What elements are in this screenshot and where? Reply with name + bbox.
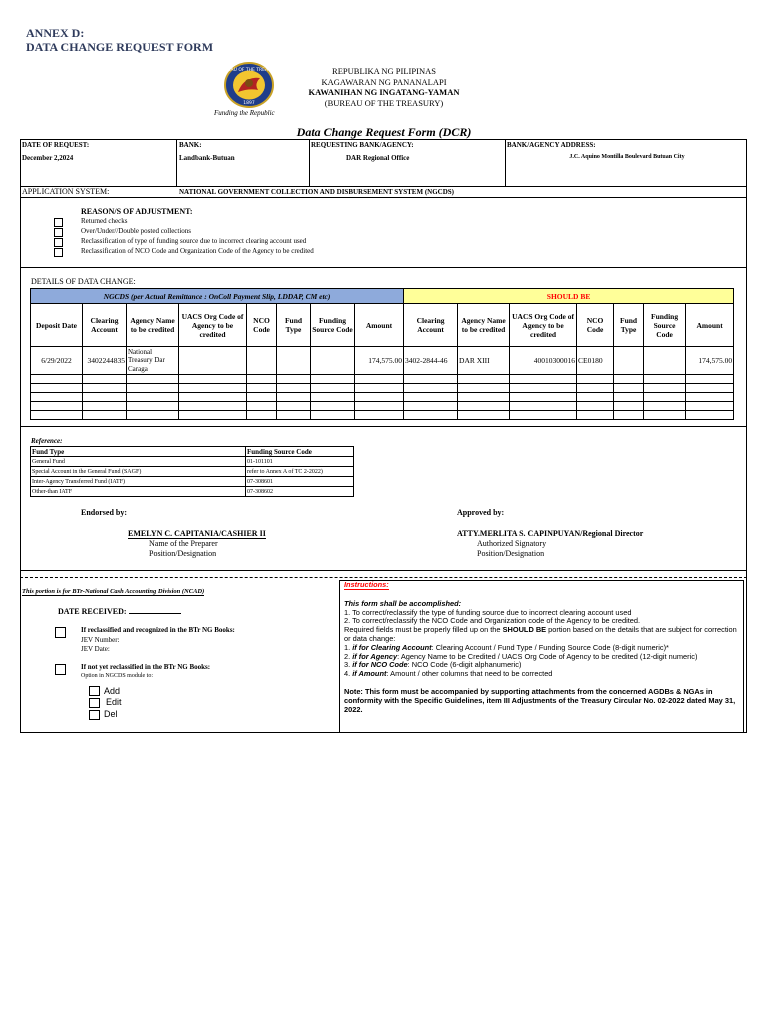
ref-col-fund-type: Fund Type bbox=[31, 447, 246, 457]
ngcds-banner: NGCDS (per Actual Remittance : OnColl Payment Slip, LDDAP, CM etc) bbox=[31, 289, 404, 304]
option-edit-checkbox[interactable] bbox=[89, 698, 100, 708]
col-deposit-date: Deposit Date bbox=[31, 304, 83, 347]
requesting-agency-value[interactable]: DAR Regional Office bbox=[346, 154, 410, 162]
treasury-seal-logo bbox=[218, 62, 280, 108]
date-of-request-label: DATE OF REQUEST: bbox=[22, 141, 90, 149]
option-label: Option in NGCDS module to: bbox=[81, 673, 154, 679]
ref-code: 01-101101 bbox=[246, 457, 354, 467]
ref-code: 07-308601 bbox=[246, 477, 354, 487]
reason-item-3: Reclassification of type of funding source due to incorrect clearing account used bbox=[81, 237, 307, 245]
agency-line1: REPUBLIKA NG PILIPINAS bbox=[332, 66, 436, 76]
sb-cell-fund-type[interactable] bbox=[614, 347, 644, 375]
instructions-title: Instructions: bbox=[344, 580, 389, 589]
ref-fund-type: Inter-Agency Transferred Fund (IATF) bbox=[31, 477, 246, 487]
sb-cell-funding-source[interactable] bbox=[644, 347, 686, 375]
date-received-label: DATE RECEIVED: bbox=[58, 607, 181, 616]
sb-cell-nco[interactable]: CE0180 bbox=[577, 347, 614, 375]
sb-col-nco-code: NCO Code bbox=[577, 304, 614, 347]
jev-number-label: JEV Number: bbox=[81, 636, 120, 644]
not-reclassified-checkbox[interactable] bbox=[55, 664, 66, 675]
agency-block bbox=[300, 66, 468, 108]
col-fund-type: Fund Type bbox=[277, 304, 311, 347]
approver-caption-position: Position/Designation bbox=[477, 549, 545, 558]
reference-label: Reference: bbox=[31, 437, 63, 445]
application-system-label: APPLICATION SYSTEM: bbox=[22, 187, 110, 196]
table-row bbox=[31, 393, 734, 402]
reason-checkbox-3[interactable] bbox=[54, 238, 63, 247]
endorser-caption-name: Name of the Preparer bbox=[149, 539, 218, 548]
endorser-name: EMELYN C. CAPITANIA/CASHIER II bbox=[128, 529, 266, 538]
sb-cell-agency-name[interactable]: DAR XIII bbox=[458, 347, 510, 375]
sb-col-agency-name: Agency Name to be credited bbox=[458, 304, 510, 347]
cell-agency-name[interactable]: National Treasury Dar Caraga bbox=[127, 347, 179, 375]
sb-cell-clearing-account[interactable]: 3402-2844-46 bbox=[404, 347, 458, 375]
agency-line3: KAWANIHAN NG INGATANG-YAMAN bbox=[308, 87, 460, 97]
reasons-title: REASON/S OF ADJUSTMENT: bbox=[81, 207, 193, 216]
cell-clearing-account[interactable]: 3402244835 bbox=[83, 347, 127, 375]
approved-by-label: Approved by: bbox=[457, 508, 505, 517]
agency-line4: (BUREAU OF THE TREASURY) bbox=[324, 97, 444, 108]
col-amount: Amount bbox=[355, 304, 404, 347]
bank-value[interactable]: Landbank-Butuan bbox=[179, 154, 235, 162]
col-agency-name: Agency Name to be credited bbox=[127, 304, 179, 347]
svg-text:1897: 1897 bbox=[243, 101, 255, 106]
reclassified-label: If reclassified and recognized in the BTr NG Books: bbox=[81, 626, 235, 634]
details-title: DETAILS OF DATA CHANGE: bbox=[31, 277, 136, 286]
instructions-line-3: Required fields must be properly filled up on the SHOULD BE portion based on the details that are subject for correction or data change: bbox=[344, 625, 737, 643]
endorser-caption-position: Position/Designation bbox=[149, 549, 217, 558]
col-uacs-org-code: UACS Org Code of Agency to be credited bbox=[179, 304, 247, 347]
reason-item-4: Reclassification of NCO Code and Organization Code of the Agency to be credited bbox=[81, 247, 314, 255]
date-of-request-value[interactable]: December 2,2024 bbox=[22, 154, 74, 162]
sb-cell-amount[interactable]: 174,575.00 bbox=[686, 347, 734, 375]
sb-col-clearing-account: Clearing Account bbox=[404, 304, 458, 347]
seal-tagline: Funding the Republic bbox=[214, 109, 275, 117]
cell-fund-type[interactable] bbox=[277, 347, 311, 375]
annex-label: ANNEX D: bbox=[26, 26, 85, 40]
requesting-agency-label: REQUESTING BANK/AGENCY: bbox=[311, 141, 414, 149]
table-row bbox=[31, 402, 734, 411]
reason-checkbox-1[interactable] bbox=[54, 218, 63, 227]
ref-fund-type: Special Account in the General Fund (SAGF) bbox=[31, 467, 246, 477]
instructions-item-4: 4. if Amount: Amount / other columns that need to be corrected bbox=[344, 669, 553, 679]
sb-col-uacs-org-code: UACS Org Code of Agency to be credited bbox=[510, 304, 577, 347]
reason-checkbox-2[interactable] bbox=[54, 228, 63, 237]
cell-amount[interactable]: 174,575.00 bbox=[355, 347, 404, 375]
ref-code: refer to Annex A of TC 2-2022) bbox=[246, 467, 354, 477]
svg-text:BUREAU OF THE TREASURY: BUREAU OF THE TREASURY bbox=[218, 68, 280, 73]
ref-code: 07-308602 bbox=[246, 487, 354, 497]
approver-name: ATTY.MERLITA S. CAPINPUYAN/Regional Director bbox=[457, 529, 644, 538]
not-reclassified-label: If not yet reclassified in the BTr NG Books: bbox=[81, 663, 211, 671]
table-row bbox=[31, 411, 734, 420]
instructions-content bbox=[344, 581, 739, 714]
sb-cell-uacs[interactable]: 40010300016 bbox=[510, 347, 577, 375]
cell-deposit-date[interactable]: 6/29/2022 bbox=[31, 347, 83, 375]
instructions-item-2: 2. if for Agency: Agency Name to be Credited / UACS Org Code of Agency to be credited (12-digit numeric) bbox=[344, 651, 698, 661]
should-be-banner: SHOULD BE bbox=[404, 289, 734, 304]
instructions-item-1: 1. if for Clearing Account: Clearing Account / Fund Type / Funding Source Code (8-digit numeric)* bbox=[344, 642, 669, 652]
table-row bbox=[31, 477, 354, 487]
ncad-portion-title: This portion is for BTr-National Cash Accounting Division (NCAD) bbox=[22, 588, 205, 595]
instructions-note: Note: This form must be accompanied by supporting attachments from the concerned AGDBs & NGAs in conformity with the Specific Guidelines, item III Adjustments of the Treasury Circular No. 02-2022 dated May 31, 2022. bbox=[344, 686, 736, 714]
table-row bbox=[31, 467, 354, 477]
endorsed-by-label: Endorsed by: bbox=[81, 508, 128, 517]
table-row bbox=[31, 487, 354, 497]
address-label: BANK/AGENCY ADDRESS: bbox=[507, 141, 596, 149]
reason-item-2: Over/Under//Double posted collections bbox=[81, 227, 192, 235]
option-del-label: Del bbox=[104, 709, 118, 719]
ref-fund-type: Other-than IATF bbox=[31, 487, 246, 497]
option-add-checkbox[interactable] bbox=[89, 686, 100, 696]
instructions-item-3: 3. if for NCO Code: NCO Code (6-digit alphanumeric) bbox=[344, 660, 522, 670]
annex-heading bbox=[26, 26, 213, 54]
agency-line2: KAGAWARAN NG PANANALAPI bbox=[321, 76, 447, 87]
reason-checkbox-4[interactable] bbox=[54, 248, 63, 257]
cell-uacs[interactable] bbox=[179, 347, 247, 375]
cell-nco[interactable] bbox=[247, 347, 277, 375]
col-funding-source-code: Funding Source Code bbox=[311, 304, 355, 347]
table-row bbox=[31, 457, 354, 467]
application-system-value: NATIONAL GOVERNMENT COLLECTION AND DISBURSEMENT SYSTEM (NGCDS) bbox=[179, 188, 454, 196]
ref-fund-type: General Fund bbox=[31, 457, 246, 467]
reclassified-checkbox[interactable] bbox=[55, 627, 66, 638]
instructions-line-1: 1. To correct/reclassify the type of funding source due to incorrect clearing account used bbox=[344, 607, 632, 617]
sb-col-amount: Amount bbox=[686, 304, 734, 347]
instructions-line-2: 2. To correct/reclassify the NCO Code and Organization code of the Agency to be credited. bbox=[344, 616, 641, 626]
reason-item-1: Returned checks bbox=[81, 217, 128, 225]
bank-label: BANK: bbox=[179, 141, 202, 149]
col-clearing-account: Clearing Account bbox=[83, 304, 127, 347]
address-value[interactable]: J.C. Aquino Montilla Boulevard Butuan City bbox=[569, 154, 685, 160]
form-title: Data Change Request Form (DCR) bbox=[296, 125, 472, 139]
sb-col-funding-source-code: Funding Source Code bbox=[644, 304, 686, 347]
approver-caption-name: Authorized Signatory bbox=[477, 539, 547, 548]
cell-funding-source[interactable] bbox=[311, 347, 355, 375]
cut-line bbox=[20, 577, 747, 578]
col-nco-code: NCO Code bbox=[247, 304, 277, 347]
ref-col-funding-source: Funding Source Code bbox=[246, 447, 354, 457]
annex-form-name: DATA CHANGE REQUEST FORM bbox=[26, 40, 214, 54]
sb-col-fund-type: Fund Type bbox=[614, 304, 644, 347]
option-add-label: Add bbox=[104, 686, 121, 696]
instructions-intro: This form shall be accomplished: bbox=[344, 598, 462, 608]
table-row bbox=[31, 384, 734, 393]
option-del-checkbox[interactable] bbox=[89, 710, 100, 720]
table-row bbox=[31, 375, 734, 384]
data-change-table bbox=[30, 288, 734, 420]
option-edit-label: Edit bbox=[106, 697, 122, 707]
table-row bbox=[31, 347, 734, 375]
jev-date-label: JEV Date: bbox=[81, 645, 110, 653]
reference-table bbox=[30, 446, 354, 497]
